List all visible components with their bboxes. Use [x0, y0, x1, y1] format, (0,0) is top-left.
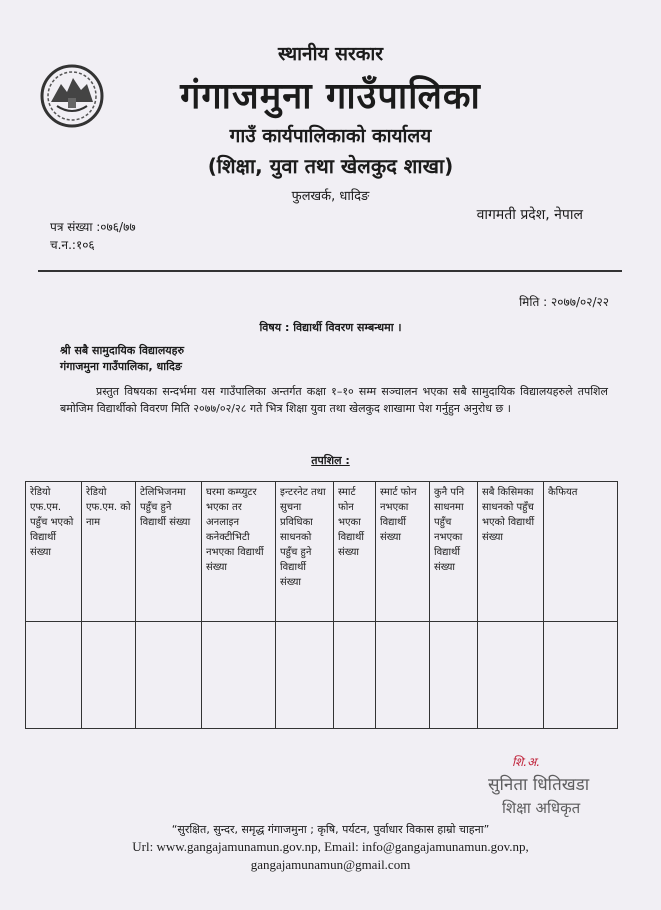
table-cell: [376, 622, 430, 729]
header-office-name: गाउँ कार्यपालिकाको कार्यालय: [229, 125, 432, 147]
dispatch-number: च.न.:१०६: [50, 238, 95, 252]
table-cell: [276, 622, 334, 729]
student-details-table: [25, 481, 618, 729]
table-cell: [334, 622, 376, 729]
table-header-cell: सबै किसिमका साधनको पहुँच भएको विद्यार्थी संख्या: [478, 482, 544, 622]
header-divider: [38, 270, 622, 272]
table-header-cell: घरमा कम्प्युटर भएका तर अनलाइन कनेक्टीभिटी नभएका विद्यार्थी संख्या: [202, 482, 276, 622]
footer-contact: Url: www.gangajamunamun.gov.np, Email: info@gangajamunamun.gov.np,: [132, 839, 529, 854]
table-header-cell: टेलिभिजनमा पहुँच हुने विद्यार्थी संख्या: [136, 482, 202, 622]
table-cell: [430, 622, 478, 729]
signature-mark: शि.अ.: [512, 755, 541, 769]
letter-date: मिति : २०७७/०२/२२: [519, 295, 609, 309]
table-header-cell: रेडियो एफ.एम. को नाम: [82, 482, 136, 622]
table-cell: [136, 622, 202, 729]
table-cell: [478, 622, 544, 729]
table-cell: [82, 622, 136, 729]
table-cell: [26, 622, 82, 729]
details-label: तपशिल :: [311, 454, 350, 467]
letter-body: प्रस्तुत विषयका सन्दर्भमा यस गाउँपालिका अन्तर्गत कक्षा १–१० सम्म सञ्चालन भएका सबै सामुदायिक विद्यालयहरुले तपशिल बमोजिम विद्यार्थीको विवरण मिति २०७७/०२/२८ गते भित्र शिक्षा युवा तथा खेलकुद शाखामा पेश गर्नुहुन अनुरोध छ ।: [60, 385, 608, 415]
signatory-title: शिक्षा अधिकृत: [502, 799, 581, 817]
header-location: फुलखर्क, धादिङ: [291, 189, 370, 204]
header-municipality-name: गंगाजमुना गाउँपालिका: [180, 76, 481, 117]
table-cell: [202, 622, 276, 729]
details-heading: [0, 453, 661, 468]
table-header-cell: कुनै पनि साधनमा पहुँच नभएका विद्यार्थी संख्या: [430, 482, 478, 622]
table-header-cell: इन्टरनेट तथा सुचना प्रविधिका साधनको पहुँच हुने विद्यार्थी संख्या: [276, 482, 334, 622]
addressee-line-2: गंगाजमुना गाउँपालिका, धादिङ: [60, 360, 182, 373]
reference-number: पत्र संख्या :०७६/७७: [50, 220, 136, 234]
header-section-name: (शिक्षा, युवा तथा खेलकुद शाखा): [207, 154, 454, 178]
table-header-cell: कैफियत: [544, 482, 618, 622]
header-local-government: स्थानीय सरकार: [277, 43, 384, 65]
footer-slogan: “सुरक्षित, सुन्दर, समृद्ध गंगाजमुना ; कृषि, पर्यटन, पुर्वाधार विकास हाम्रो चाहना”: [171, 823, 490, 836]
letter-subject: विषय : विद्यार्थी विवरण सम्बन्धमा ।: [259, 321, 402, 334]
header-province: वागमती प्रदेश, नेपाल: [476, 207, 583, 223]
table-header-row: [26, 482, 618, 622]
table-cell: [544, 622, 618, 729]
table-header-cell: स्मार्ट फोन नभएका विद्यार्थी संख्या: [376, 482, 430, 622]
table-header-cell: स्मार्ट फोन भएका विद्यार्थी संख्या: [334, 482, 376, 622]
table-header-cell: रेडियो एफ.एम. पहुँच भएको विद्यार्थी संख्या: [26, 482, 82, 622]
signatory-name: सुनिता धितिखडा: [488, 775, 590, 795]
table-row: [26, 622, 618, 729]
addressee-line-1: श्री सबै सामुदायिक विद्यालयहरु: [60, 344, 185, 357]
footer-email: gangajamunamun@gmail.com: [250, 857, 411, 872]
